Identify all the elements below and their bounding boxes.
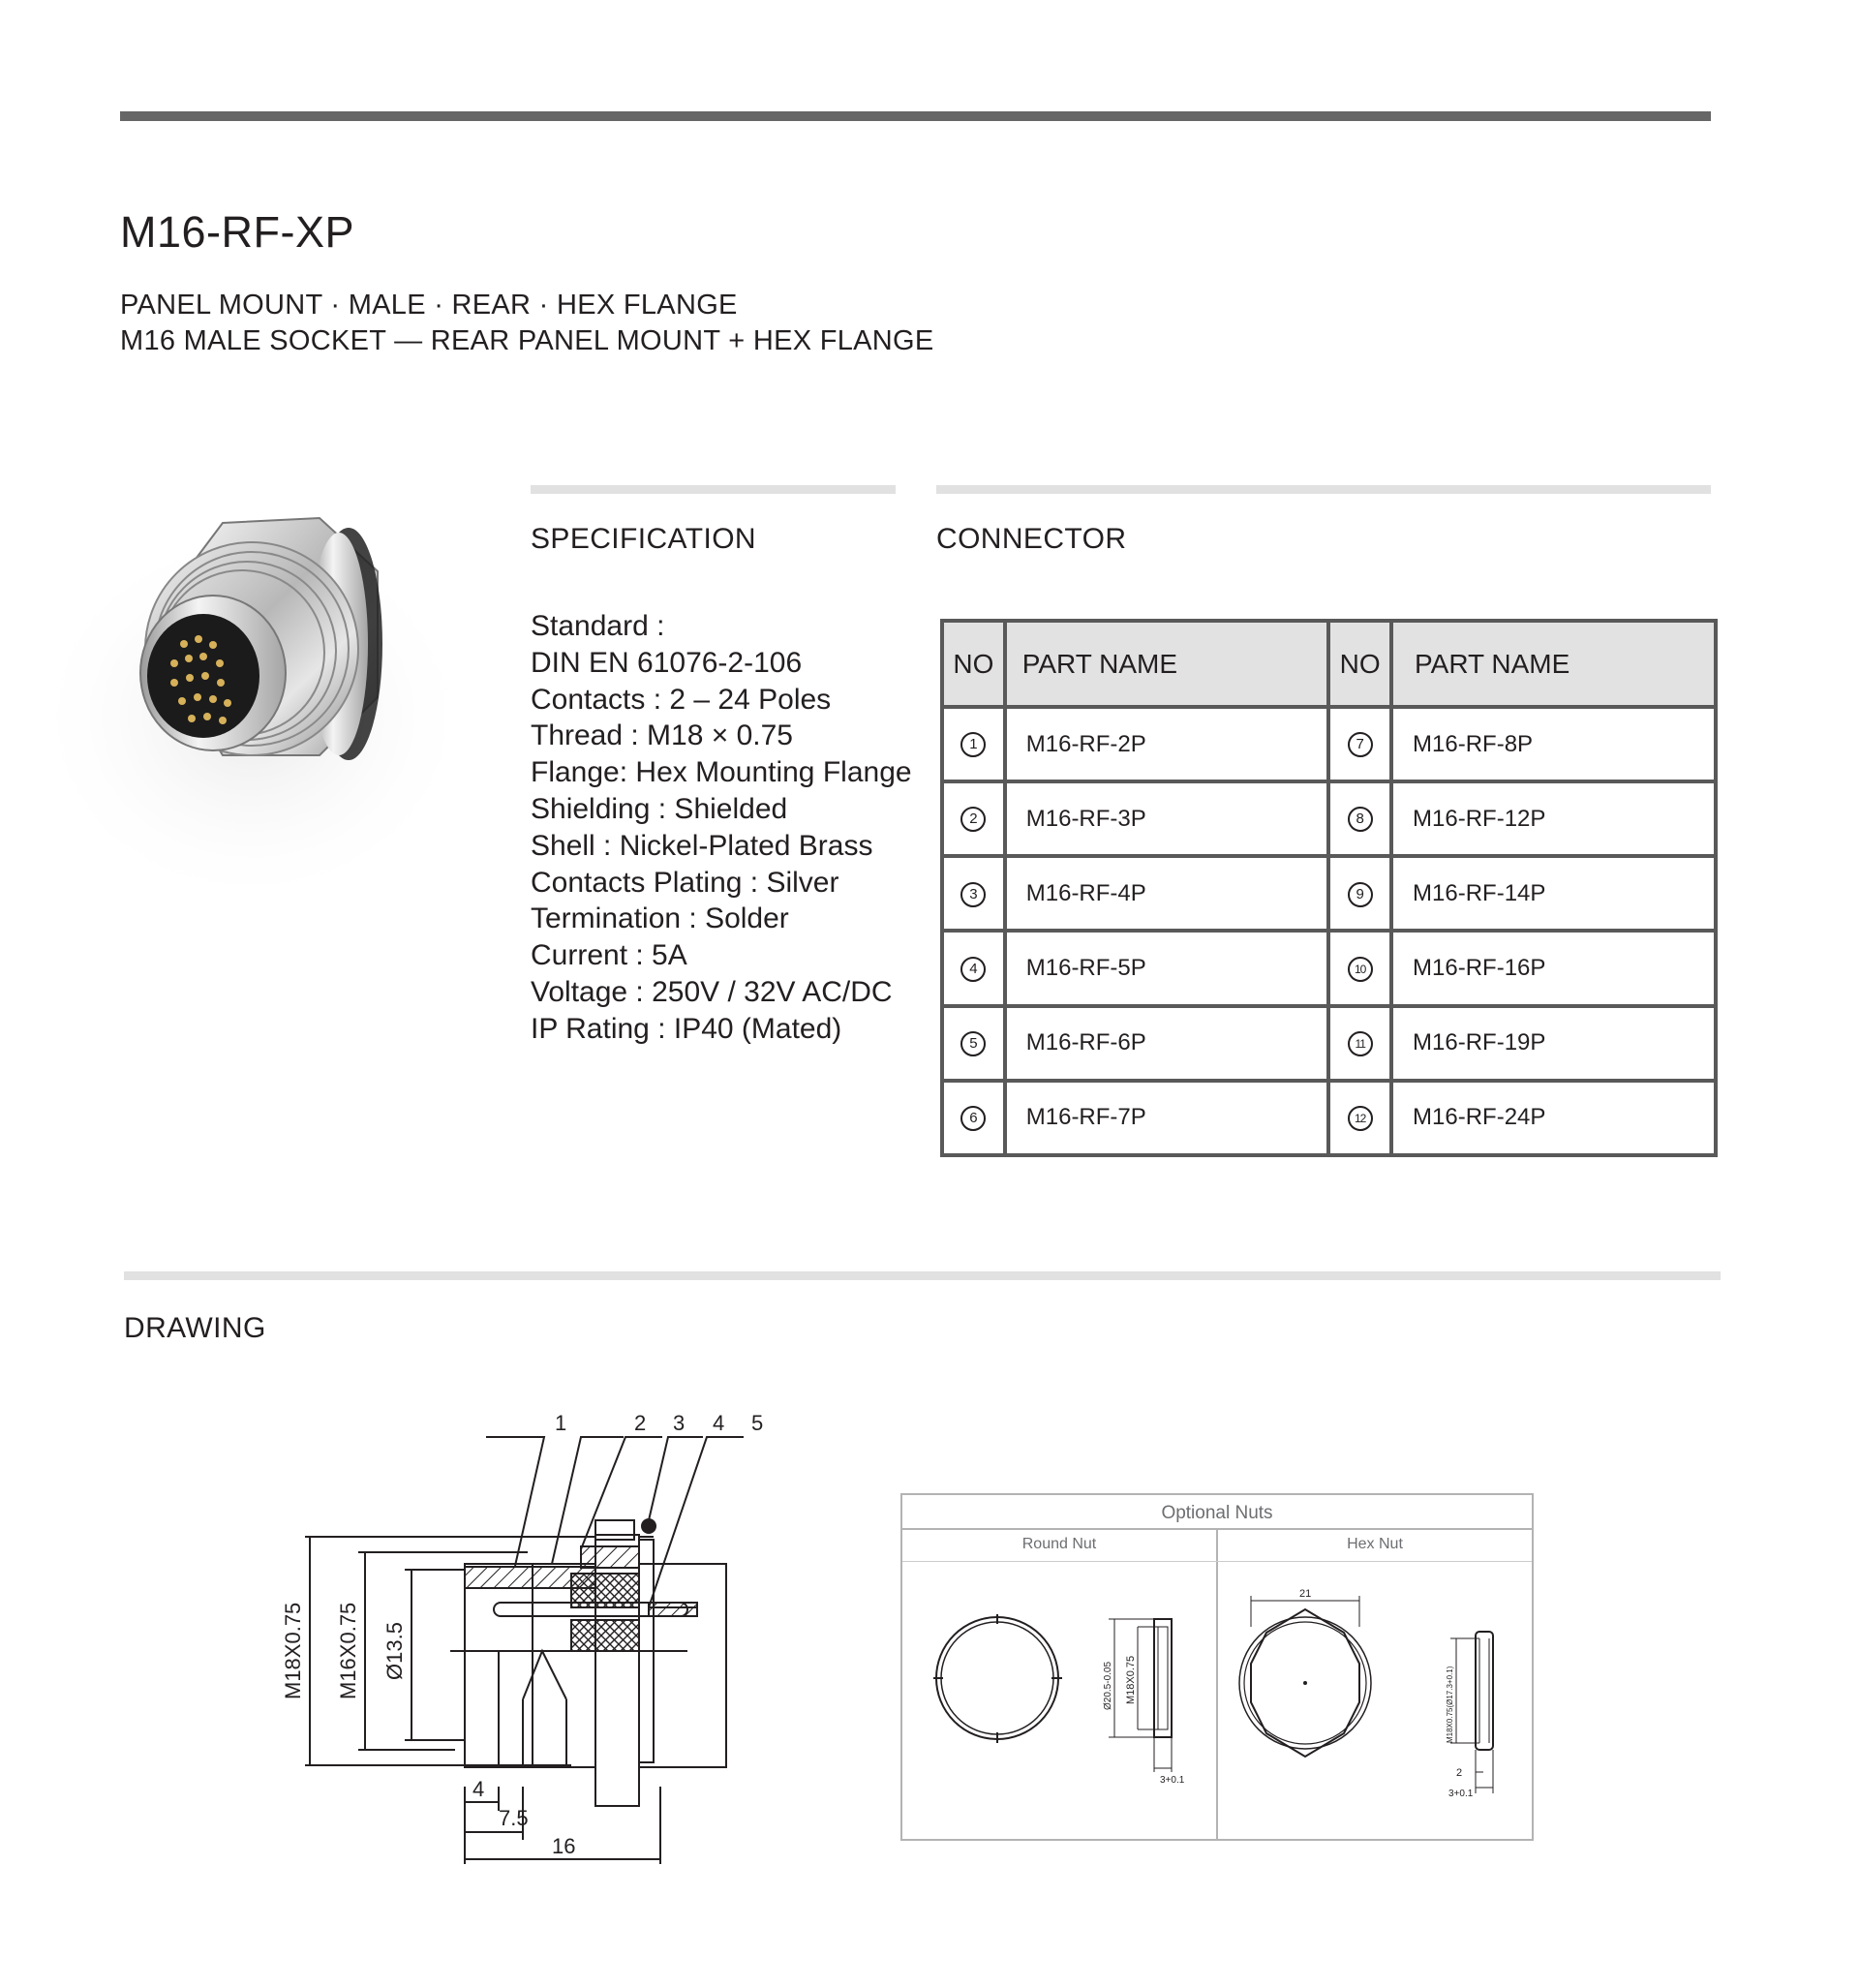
product-photo <box>29 465 484 949</box>
spec-item: Thread : M18 × 0.75 <box>531 719 793 752</box>
subtitle-line-1: PANEL MOUNT · MALE · REAR · HEX FLANGE <box>120 290 738 321</box>
part-name-cell: M16-RF-24P <box>1391 1081 1716 1155</box>
connector-table <box>940 619 1718 1157</box>
connector-divider <box>936 485 1711 494</box>
row-number-badge: 4 <box>960 957 986 982</box>
table-row <box>942 931 1716 1005</box>
spec-item: Shell : Nickel-Plated Brass <box>531 829 873 862</box>
row-number-badge: 3 <box>960 882 986 907</box>
spec-item: Voltage : 250V / 32V AC/DC <box>531 975 893 1008</box>
spec-item: Flange: Hex Mounting Flange <box>531 756 912 789</box>
hex-nut-drawing <box>1226 1588 1526 1820</box>
optional-nuts-title: Optional Nuts <box>1161 1503 1273 1523</box>
table-row <box>942 707 1716 781</box>
part-name-cell: M16-RF-16P <box>1391 931 1716 1005</box>
row-number-badge: 12 <box>1348 1106 1373 1131</box>
row-number-badge: 1 <box>960 732 986 757</box>
callout-4: 4 <box>713 1411 725 1435</box>
cross-section-drawing <box>261 1409 764 1874</box>
part-name-cell: M16-RF-5P <box>1005 931 1329 1005</box>
hex-nut-dim-thickness: 3+0.1 <box>1448 1789 1474 1799</box>
part-name-cell: M16-RF-19P <box>1391 1006 1716 1081</box>
hex-nut-dim-2: 2 <box>1456 1767 1463 1779</box>
header-part-right: PART NAME <box>1391 621 1716 707</box>
callout-2: 2 <box>634 1411 647 1435</box>
hex-nut-dim-width: 21 <box>1299 1588 1312 1600</box>
table-header-row <box>942 621 1716 707</box>
table-row <box>942 781 1716 856</box>
hex-nut-label: Hex Nut <box>1347 1536 1403 1552</box>
header-no-left: NO <box>942 621 1005 707</box>
spec-heading: SPECIFICATION <box>531 523 756 555</box>
header-part-left: PART NAME <box>1005 621 1329 707</box>
row-number-badge: 9 <box>1348 882 1373 907</box>
round-nut-drawing <box>910 1588 1210 1811</box>
page-title: M16-RF-XP <box>120 207 355 257</box>
dim-4: 4 <box>472 1777 485 1801</box>
part-name-cell: M16-RF-4P <box>1005 856 1329 931</box>
round-nut-dim-thread: M18X0.75 <box>1125 1655 1137 1704</box>
top-divider <box>120 111 1711 121</box>
row-number-badge: 7 <box>1348 732 1373 757</box>
spec-item: Contacts Plating : Silver <box>531 866 839 899</box>
part-name-cell: M16-RF-6P <box>1005 1006 1329 1081</box>
callout-5: 5 <box>751 1411 764 1435</box>
row-number-badge: 2 <box>960 807 986 832</box>
row-number-badge: 10 <box>1348 957 1373 982</box>
spec-item: DIN EN 61076-2-106 <box>531 646 803 679</box>
part-name-cell: M16-RF-14P <box>1391 856 1716 931</box>
callout-1: 1 <box>555 1411 567 1435</box>
spec-item: Shielding : Shielded <box>531 792 788 825</box>
hex-nut-dim-thread: M18X0.75(Ø17.3+0.1) <box>1446 1666 1454 1743</box>
drawing-heading: DRAWING <box>124 1312 266 1344</box>
spec-item: Contacts : 2 – 24 Poles <box>531 683 832 716</box>
part-name-cell: M16-RF-12P <box>1391 781 1716 856</box>
subtitle-line-2: M16 MALE SOCKET — REAR PANEL MOUNT + HEX FLANGE <box>120 325 934 356</box>
round-nut-dim-diameter: Ø20.5-0.05 <box>1103 1661 1113 1710</box>
spec-item: Standard : <box>531 610 665 642</box>
header-no-right: NO <box>1328 621 1391 707</box>
callout-3: 3 <box>673 1411 686 1435</box>
dim-m16: M16X0.75 <box>336 1602 360 1699</box>
table-row <box>942 856 1716 931</box>
dim-d13-5: Ø13.5 <box>382 1622 407 1680</box>
table-row <box>942 1006 1716 1081</box>
table-row <box>942 1081 1716 1155</box>
round-nut-label: Round Nut <box>1021 1536 1097 1552</box>
drawing-divider <box>124 1271 1721 1280</box>
spec-item: Termination : Solder <box>531 902 789 935</box>
dim-m18: M18X0.75 <box>281 1602 305 1699</box>
dim-7-5: 7.5 <box>499 1806 529 1830</box>
round-nut-dim-thickness: 3+0.1 <box>1160 1775 1185 1786</box>
spec-divider <box>531 485 896 494</box>
spec-item: Current : 5A <box>531 939 687 972</box>
connector-heading: CONNECTOR <box>936 523 1127 555</box>
row-number-badge: 5 <box>960 1031 986 1056</box>
part-name-cell: M16-RF-2P <box>1005 707 1329 781</box>
row-number-badge: 6 <box>960 1106 986 1131</box>
part-name-cell: M16-RF-8P <box>1391 707 1716 781</box>
row-number-badge: 8 <box>1348 807 1373 832</box>
part-name-cell: M16-RF-3P <box>1005 781 1329 856</box>
row-number-badge: 11 <box>1348 1031 1373 1056</box>
part-name-cell: M16-RF-7P <box>1005 1081 1329 1155</box>
spec-list <box>531 608 912 1048</box>
dim-16: 16 <box>552 1834 576 1858</box>
spec-item: IP Rating : IP40 (Mated) <box>531 1012 842 1045</box>
